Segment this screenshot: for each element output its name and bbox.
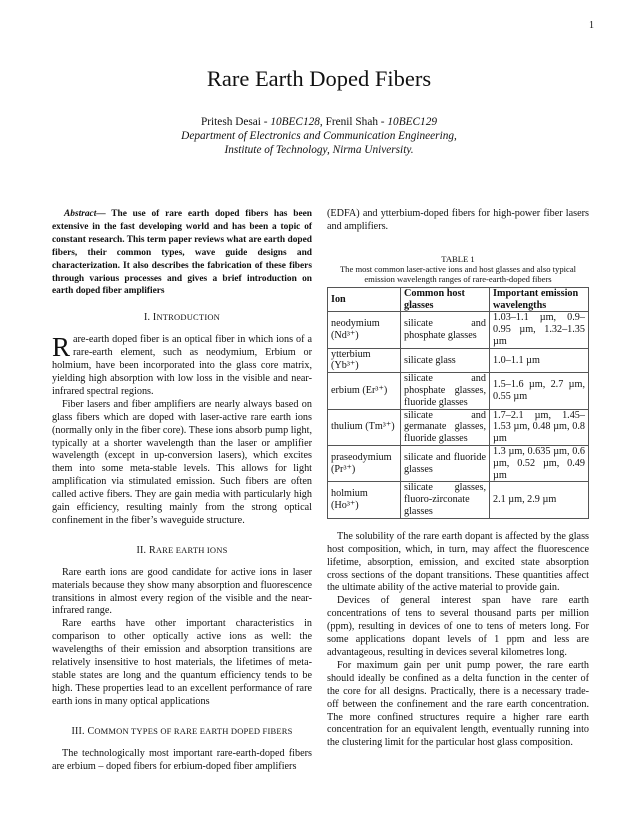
table-row xyxy=(328,348,589,373)
table-row xyxy=(328,312,589,348)
author-separator: , xyxy=(319,116,326,128)
author1-name: Pritesh Desai - xyxy=(200,116,271,128)
table-cell-ion: neodymium (Nd³⁺) xyxy=(328,312,401,348)
table-label: TABLE 1 xyxy=(441,253,475,264)
table-row xyxy=(328,482,589,518)
table-cell-ion: praseodymium (Pr³⁺) xyxy=(328,446,401,482)
table-cell-ion: thulium (Tm³⁺) xyxy=(328,409,401,445)
section-heading-rare-earth-ions xyxy=(52,544,312,558)
solubility-paragraph-3: For maximum gain per unit pump power, the rare earth should ideally be confined as a delta function in the center of the core for all designs. Practically, there is a necessary trade-off between the confinement and the rare earth concentration. The more confined structures require a higher rare earth concentration for an equivalent length, eventually running into the clustering limit for the particular host glass composition. xyxy=(327,659,589,749)
solubility-text xyxy=(327,531,589,750)
table-cell-host: silicate glass xyxy=(401,348,490,373)
section-initial: R xyxy=(148,544,156,556)
intro-paragraph-2: Fiber lasers and fiber amplifiers are nearly always based on glass fibers which are doped with laser-active rare earth ions (normally only in the fiber core). These ions absorb pump light, typically at a shorter wavelength than the laser or amplifier wavelength (except in up-conversion lasers), which excites them into some meta-stable levels. This allows for light amplification via stimulated emission. Such fibers are often called active fibers. They are gain media with particularly high gain efficiency, resulting mainly from the strong optical confinement in the fiber’s waveguide structure. xyxy=(52,398,312,526)
author1-id: 10BEC128 xyxy=(270,116,320,128)
section-initial: I xyxy=(152,312,157,324)
table-header-cell: Ion xyxy=(328,287,401,312)
table-row xyxy=(328,409,589,445)
table-header-row xyxy=(328,287,589,312)
table-cell-ion: erbium (Er³⁺) xyxy=(328,373,401,409)
section-initial: C xyxy=(87,725,95,737)
right-column xyxy=(327,208,589,750)
table-row xyxy=(328,446,589,482)
paper-title: Rare Earth Doped Fibers xyxy=(206,66,432,91)
section-number: III. xyxy=(71,725,85,737)
table-cell-wavelength: 1.3 µm, 0.635 µm, 0.6 µm, 0.52 µm, 0.49 µm xyxy=(490,446,589,482)
section-rest: ARE EARTH IONS xyxy=(155,544,228,555)
table-cell-wavelength: 1.5–1.6 µm, 2.7 µm, 0.55 µm xyxy=(490,373,589,409)
section-rest: OMMON TYPES OF RARE EARTH DOPED FIBERS xyxy=(94,725,293,736)
affiliation-line-1: Department of Electronics and Communication Engineering, xyxy=(181,130,457,142)
table-cell-host: silicate and fluoride glasses xyxy=(401,446,490,482)
section-heading-introduction xyxy=(52,311,312,325)
table-cell-host: silicate and phosphate glasses, fluoride glasses xyxy=(401,373,490,409)
abstract xyxy=(52,208,312,298)
table-cell-wavelength: 1.03–1.1 µm, 0.9–0.95 µm, 1.32–1.35 µm xyxy=(490,312,589,348)
table-header-cell: Common host glasses xyxy=(401,287,490,312)
types-paragraph-1: The technologically most important rare-earth-doped fibers are erbium – doped fibers for erbium-doped fiber amplifiers xyxy=(52,747,312,772)
table-header-cell: Important emission wavelengths xyxy=(490,287,589,312)
table-cell-host: silicate glasses, fluoro-zirconate glasses xyxy=(401,482,490,518)
author2-name: Frenil Shah - xyxy=(325,116,388,128)
table-cell-wavelength: 2.1 µm, 2.9 µm xyxy=(490,482,589,518)
abstract-text: The use of rare earth doped fibers has been extensive in the fast developing world and has been a topic of constant research. This term paper reviews what are earth doped fibers, their common types, wave guide designs and characterization. It also describes the fabrication of these fibers through various processes and gives a brief introduction on earth doped fiber amplifiers xyxy=(52,209,312,297)
abstract-dash: — xyxy=(96,209,112,219)
abstract-label: Abstract xyxy=(64,209,97,219)
drop-cap: R xyxy=(52,332,71,363)
section-number: I. xyxy=(143,312,151,324)
table-cell-ion: ytterbium (Yb³⁺) xyxy=(328,348,401,373)
table-row xyxy=(328,373,589,409)
table-cell-wavelength: 1.0–1.1 µm xyxy=(490,348,589,373)
intro-paragraph-1 xyxy=(52,334,312,399)
section-heading-common-types xyxy=(52,725,312,739)
types-paragraph-continued: (EDFA) and ytterbium-doped fibers for high-power fiber lasers and amplifiers. xyxy=(327,208,589,232)
author2-id: 10BEC129 xyxy=(387,116,437,128)
table-cell-wavelength: 1.7–2.1 µm, 1.45–1.53 µm, 0.48 µm, 0.8 µm xyxy=(490,409,589,445)
table-caption: The most common laser-active ions and host glasses and also typical emission wavelength ranges of rare-earth-doped fibers xyxy=(339,264,577,285)
left-column xyxy=(52,208,312,773)
ions-table xyxy=(327,287,589,519)
author-block xyxy=(0,115,638,157)
author-line xyxy=(0,115,638,129)
solubility-paragraph-1: The solubility of the rare earth dopant is affected by the glass host composition, which, in turn, may affect the fluorescence lifetime, absorption, emission, and excited state absorption cross sections of the dopant transitions. These quantities affect the ultimate ability of the active material to provide gain. xyxy=(327,530,589,594)
affiliation-line-2: Institute of Technology, Nirma University. xyxy=(224,144,414,156)
table-cell-ion: holmium (Ho³⁺) xyxy=(328,482,401,518)
section-number: II. xyxy=(136,544,147,556)
ions-paragraph-1: Rare earth ions are good candidate for active ions in laser materials because they show many absorption and fluorescence transitions in almost every region of the visible and the near-infrared range. xyxy=(52,566,312,617)
intro-text-1: are-earth doped fiber is an optical fiber in which ions of a rare-earth element, such as neodymium, Erbium or holmium, have been incorporated into the glass core matrix, yielding high absorption with low loss in the visible and near-infrared spectral regions. xyxy=(52,334,312,397)
section-rest: NTRODUCTION xyxy=(156,312,221,323)
table-cell-host: silicate and phosphate glasses xyxy=(401,312,490,348)
table-cell-host: silicate and germanate glasses, fluoride glasses xyxy=(401,409,490,445)
page-number: 1 xyxy=(589,20,594,31)
ions-paragraph-2: Rare earths have other important characteristics in comparison to other optically active ions as well: the wavelengths of their emission and absorption transitions are relatively insensitive to host materials, the lifetimes of meta-stable states are long and the quantum efficiency tends to be high. These properties lead to an excellent performance of rare earth ions in many optical applications xyxy=(52,618,312,707)
solubility-paragraph-2: Devices of general interest span have rare earth concentrations of tens to several thousand parts per million (ppm), resulting in devices of one to tens of meters long. For some applications dopant levels of 1 ppm and less are advantageous, resulting in devices several kilometres long. xyxy=(327,595,589,658)
